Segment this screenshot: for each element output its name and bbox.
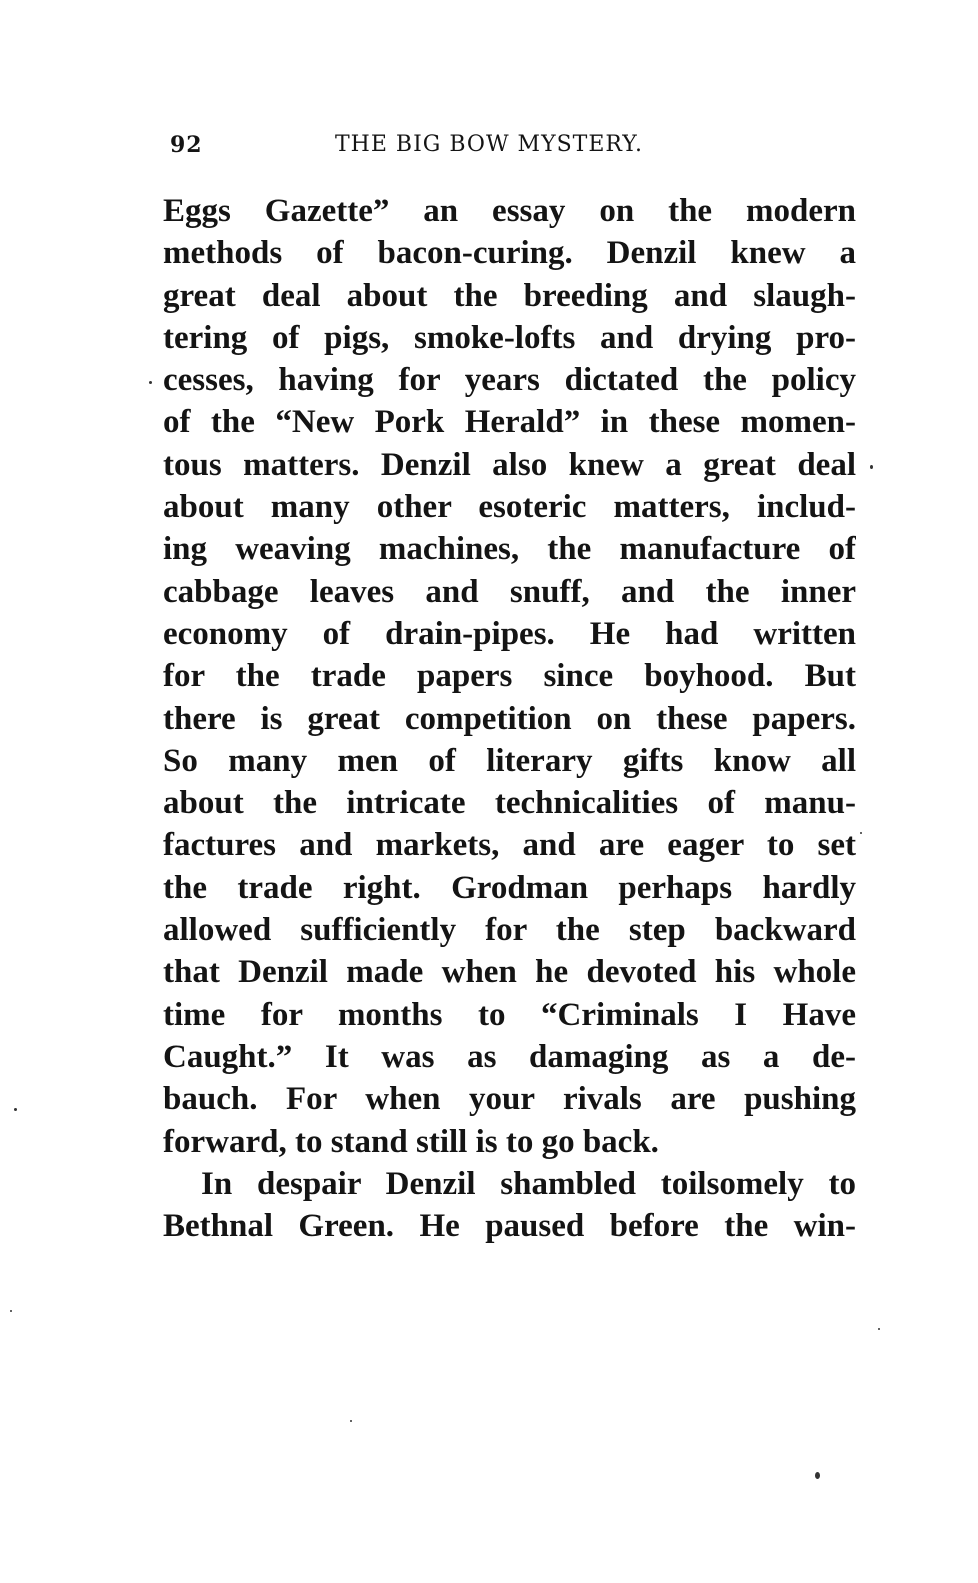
text-line: that Denzil made when he devoted his whole <box>163 954 856 991</box>
text-line: about many other esoteric matters, includ- <box>163 489 856 526</box>
text-line: bauch. For when your rivals are pushing <box>163 1081 856 1118</box>
text-line: there is great competition on these papers. <box>163 700 856 737</box>
text-line: tous matters. Denzil also knew a great deal <box>163 446 856 483</box>
text-line: Caught.” It was as damaging as a de- <box>163 1038 856 1075</box>
scan-speck <box>10 1310 12 1312</box>
scan-speck <box>149 381 152 384</box>
scan-speck <box>878 1328 880 1330</box>
text-line: cabbage leaves and snuff, and the inner <box>163 573 856 610</box>
text-line: great deal about the breeding and slaugh- <box>163 277 856 314</box>
text-line: factures and markets, and are eager to set <box>163 827 856 864</box>
scan-speck <box>14 1108 17 1111</box>
text-line: So many men of literary gifts know all <box>163 742 856 779</box>
text-line: forward, to stand still is to go back. <box>163 1123 659 1160</box>
text-line: about the intricate technicalities of manu- <box>163 785 856 822</box>
text-line: time for months to “Criminals I Have <box>163 996 856 1033</box>
text-line: In despair Denzil shambled toilsomely to <box>201 1165 856 1202</box>
text-line: Bethnal Green. He paused before the win- <box>163 1208 856 1245</box>
text-line: allowed sufficiently for the step backward <box>163 912 856 949</box>
running-title: THE BIG BOW MYSTERY. <box>335 132 643 157</box>
text-line: economy of drain-pipes. He had written <box>163 615 856 652</box>
body-text <box>163 190 856 1247</box>
scan-speck <box>815 1472 820 1479</box>
text-line: ing weaving machines, the manufacture of <box>163 531 856 568</box>
text-line: the trade right. Grodman perhaps hardly <box>163 869 856 906</box>
scan-speck <box>860 832 862 834</box>
text-line: of the “New Pork Herald” in these momen- <box>163 404 856 441</box>
scan-speck <box>350 1420 352 1422</box>
text-line: cesses, having for years dictated the policy <box>163 362 856 399</box>
page-number: 92 <box>170 132 203 158</box>
running-head <box>170 132 860 162</box>
text-line: Eggs Gazette” an essay on the modern <box>163 193 856 229</box>
scan-speck <box>870 465 873 469</box>
text-line: for the trade papers since boyhood. But <box>163 658 856 695</box>
text-line: methods of bacon-curing. Denzil knew a <box>163 235 856 272</box>
text-line: tering of pigs, smoke-lofts and drying pro- <box>163 319 856 356</box>
